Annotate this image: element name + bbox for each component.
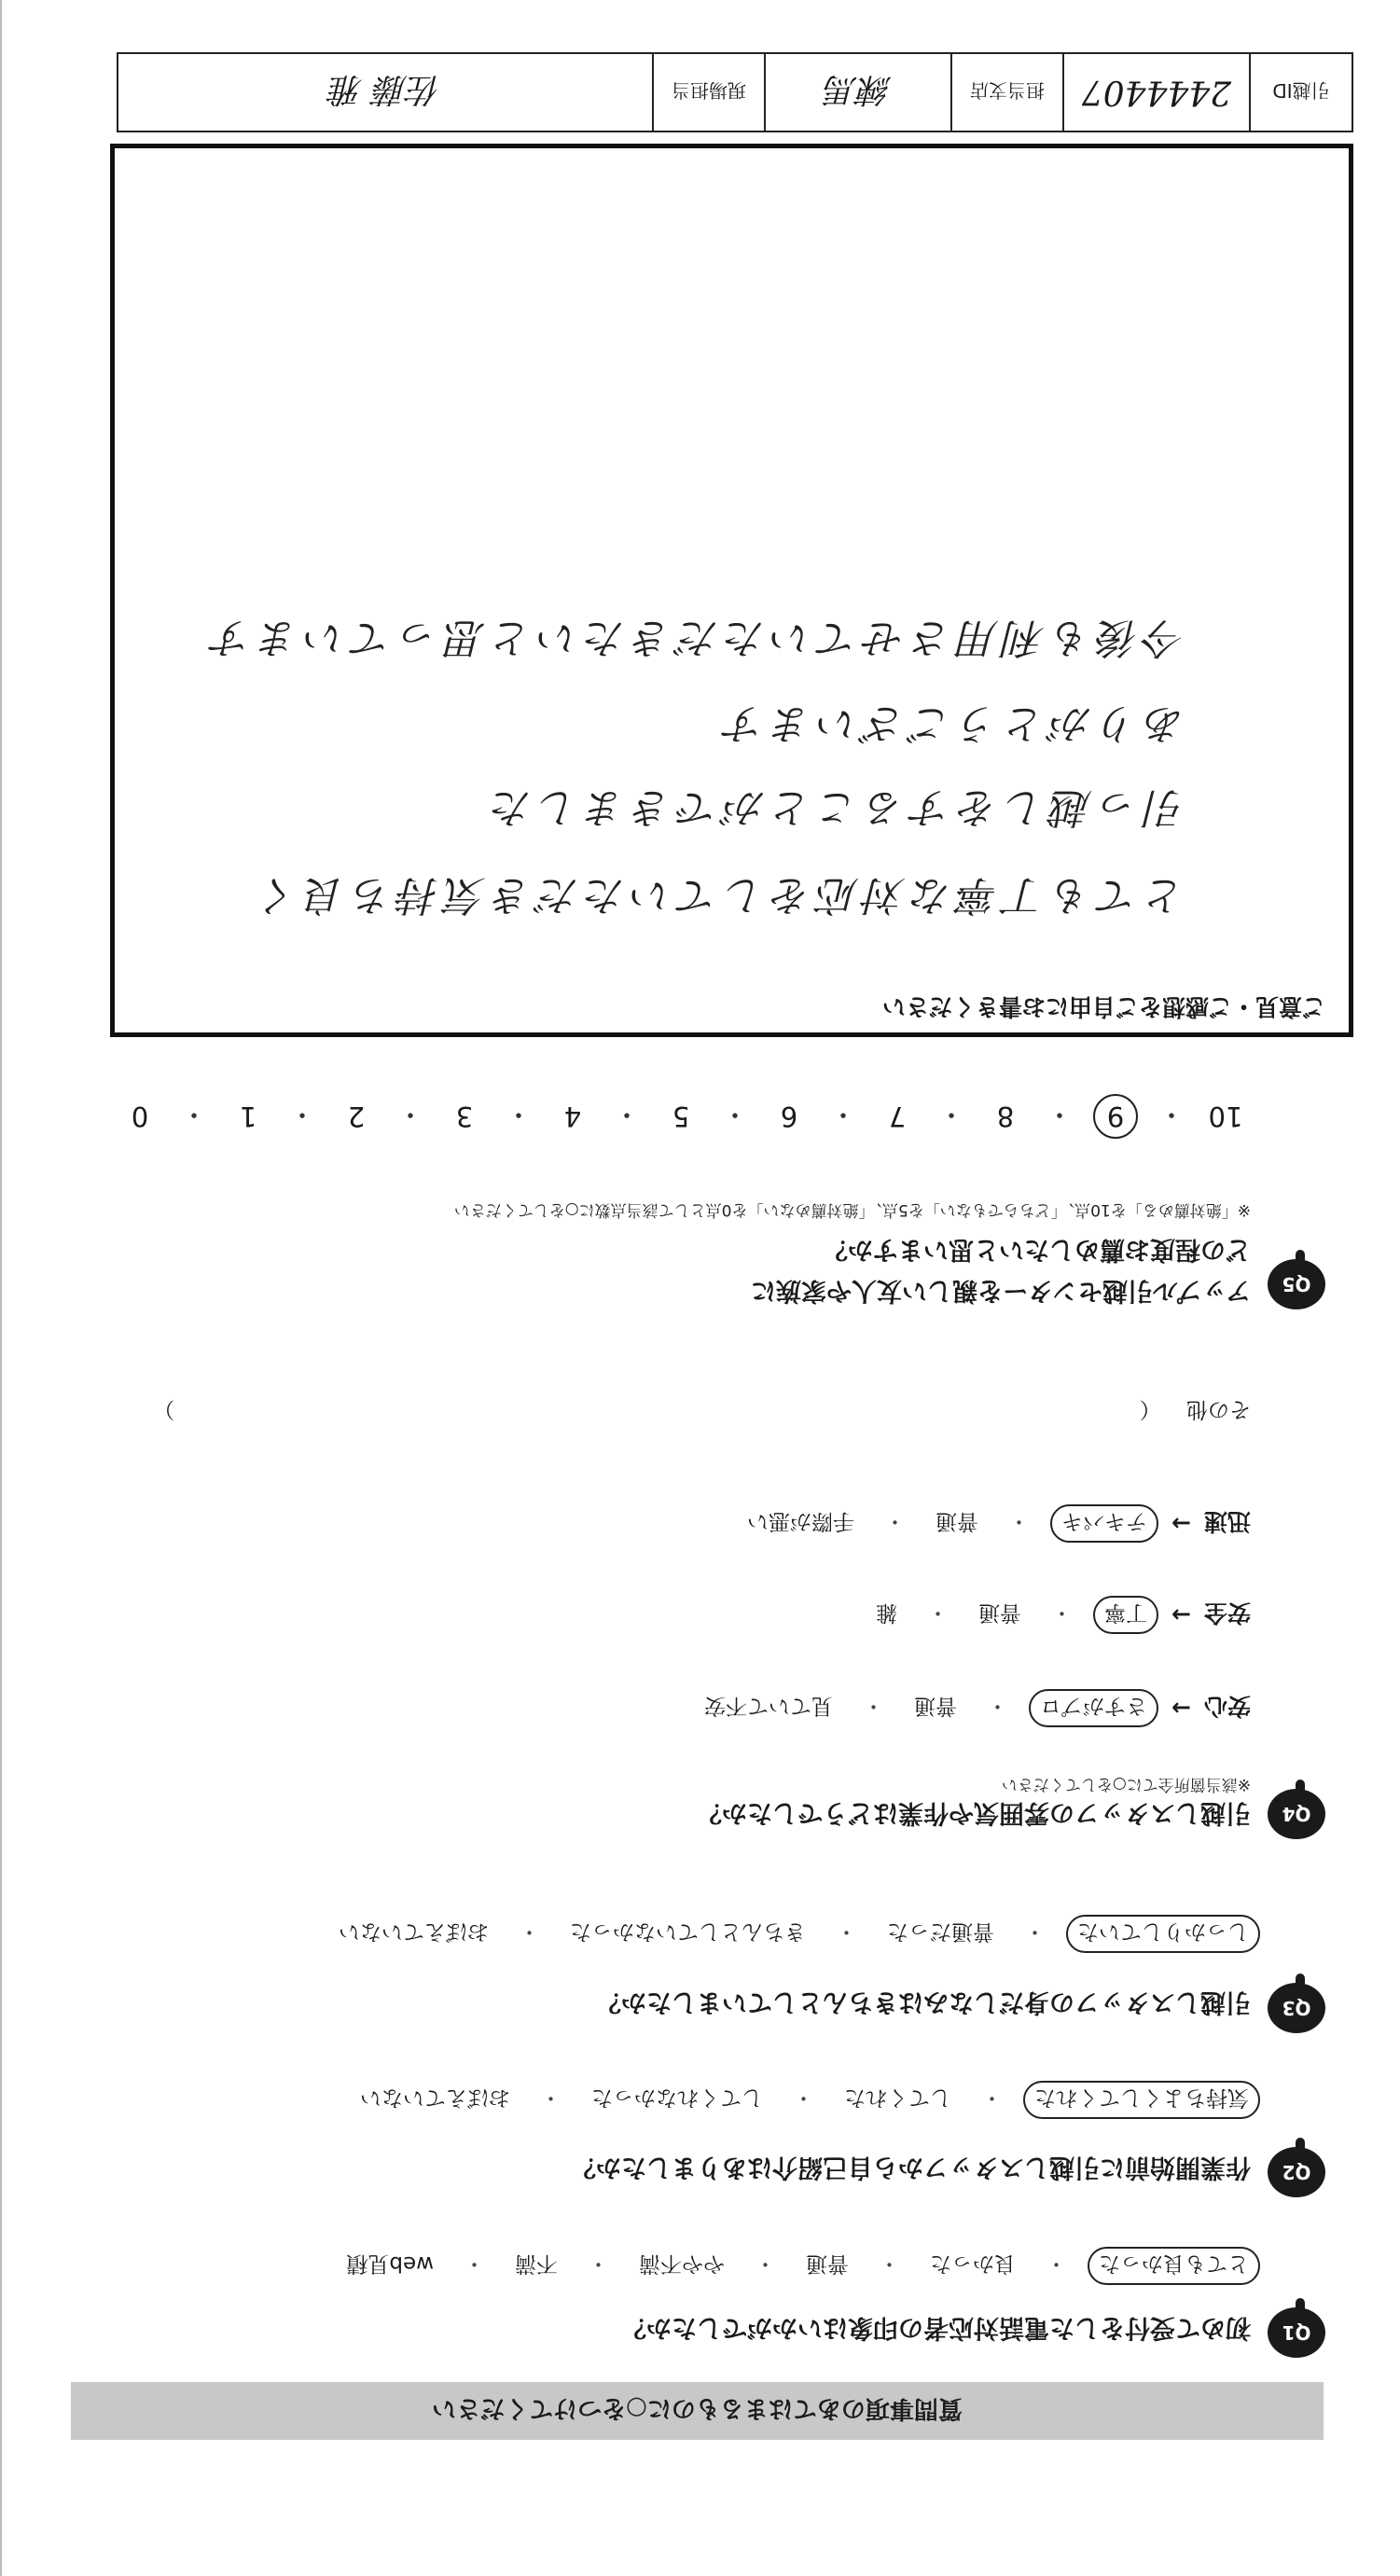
- q1-badge-icon: [1268, 2307, 1325, 2358]
- separator: ・: [836, 1919, 857, 1944]
- q1-option-dissatisfied[interactable]: 不満: [515, 2251, 558, 2276]
- instruction-banner: [71, 2382, 1324, 2440]
- branch-value: 練馬: [764, 54, 950, 131]
- separator: ・: [505, 1099, 533, 1131]
- comment-line-3: ありがとうございます: [719, 699, 1185, 747]
- score-4[interactable]: 4: [563, 1101, 582, 1132]
- arrow-right-icon: →: [1171, 1695, 1191, 1722]
- q2-option-did[interactable]: してくれた: [844, 2085, 951, 2110]
- separator: ・: [588, 2251, 609, 2276]
- leader-value: 佐藤 雅: [329, 70, 441, 109]
- q4-row-anshin: [695, 1689, 1251, 1727]
- q3-option-normal[interactable]: 普通だった: [887, 1919, 994, 1944]
- q1-option-web-estimate[interactable]: web見積: [346, 2251, 434, 2276]
- separator: ・: [1008, 1509, 1031, 1533]
- q4-option-careful[interactable]: 丁寧: [1093, 1596, 1158, 1634]
- comment-title: ご意見・ご感想をご自由にお書きください: [881, 993, 1325, 1020]
- q2-option-pleasant[interactable]: 気持ちよくしてくれた: [1023, 2081, 1260, 2119]
- score-9[interactable]: 9: [1093, 1094, 1138, 1139]
- q1-options: [337, 2247, 1260, 2285]
- separator: ・: [981, 2085, 1003, 2110]
- score-0[interactable]: 0: [131, 1101, 149, 1132]
- separator: ・: [540, 2085, 561, 2110]
- q4-row-jinsoku: [738, 1504, 1251, 1543]
- q4-option-uneasy[interactable]: 見ていて不安: [704, 1694, 834, 1718]
- q5-question-line1: アップル引越センターを親しい友人や家族に: [751, 1276, 1251, 1305]
- q1-option-normal[interactable]: 普通: [806, 2251, 849, 2276]
- arrow-right-icon: →: [1171, 1510, 1191, 1537]
- q2-option-did-not[interactable]: してくれなかった: [591, 2085, 763, 2110]
- score-6[interactable]: 6: [780, 1101, 798, 1132]
- score-8[interactable]: 8: [996, 1101, 1015, 1132]
- q4-other-close-paren: ）: [153, 1397, 175, 1421]
- q4-other-open-paren: （: [1139, 1397, 1161, 1421]
- score-5[interactable]: 5: [672, 1101, 690, 1132]
- separator: ・: [1051, 1600, 1074, 1625]
- q4-row-options: [738, 1504, 1158, 1543]
- q2-options: [351, 2081, 1260, 2119]
- q1-option-very-good[interactable]: とても良かった: [1088, 2247, 1260, 2285]
- comment-line-1: とても丁寧な対応をしていただき気持ち良く: [253, 871, 1185, 919]
- q4-other-label: その他: [1186, 1397, 1251, 1421]
- q4-option-rough[interactable]: 雑: [876, 1600, 898, 1625]
- scan-edge-divider: [0, 0, 2, 2576]
- q4-question: 引越しスタッフの雰囲気や作業はどうでしたか？: [697, 1798, 1251, 1827]
- comment-line-2: 引っ越しをすることができました: [486, 783, 1185, 831]
- q3-option-dont-remember[interactable]: おぼえていない: [339, 1919, 489, 1944]
- separator: ・: [288, 1099, 316, 1131]
- q5-note: ※「絶対薦める」を10点、「どちらでもない」を5点、「絶対薦めない」を0点として該当点数に○をしてください: [453, 1200, 1251, 1219]
- separator: ・: [519, 1919, 540, 1944]
- separator: ・: [927, 1600, 950, 1625]
- separator: ・: [1157, 1099, 1185, 1131]
- q4-option-normal[interactable]: 普通: [914, 1694, 958, 1718]
- q3-question: 引越しスタッフの身だしなみはきちんとしていましたか？: [596, 1987, 1251, 2016]
- score-7[interactable]: 7: [888, 1101, 907, 1132]
- q4-option-brisk[interactable]: テキパキ: [1050, 1504, 1158, 1543]
- q3-badge-label: Q3: [1282, 1997, 1311, 2019]
- q4-row-label: 安心: [1203, 1693, 1251, 1721]
- id-label: 引越ID: [1249, 54, 1351, 131]
- separator: ・: [793, 2085, 814, 2110]
- q2-badge-icon: [1268, 2147, 1325, 2197]
- separator: ・: [613, 1099, 641, 1131]
- q4-row-options: [695, 1689, 1158, 1727]
- q4-other: [85, 1396, 1251, 1427]
- separator: ・: [829, 1099, 857, 1131]
- q5-score-scale: [115, 1094, 1251, 1139]
- comment-line-4: 今後も利用させていただきたいと思っています: [206, 614, 1185, 661]
- separator: ・: [884, 1509, 907, 1533]
- separator: ・: [721, 1099, 749, 1131]
- q5-question-line2: どの程度お薦めしたいと思いますか？: [823, 1235, 1251, 1264]
- score-10[interactable]: 10: [1208, 1101, 1243, 1132]
- q4-option-normal[interactable]: 普通: [936, 1509, 979, 1533]
- score-3[interactable]: 3: [455, 1101, 474, 1132]
- q5-badge-icon: [1268, 1259, 1325, 1309]
- score-1[interactable]: 1: [239, 1101, 257, 1132]
- q5-badge-label: Q5: [1282, 1273, 1311, 1295]
- q4-note: ※該当箇所全てに○をしてください: [1001, 1775, 1251, 1794]
- separator: ・: [1046, 2251, 1067, 2276]
- arrow-right-icon: →: [1171, 1601, 1191, 1628]
- instruction-text: 質問事項のあてはまるものに○をつけてください: [432, 2394, 963, 2423]
- q3-option-neat[interactable]: しっかりしていた: [1066, 1915, 1260, 1953]
- q1-question: 初めて受付をした電話対応者の印象はいかがでしたか？: [621, 2313, 1251, 2342]
- q2-question: 作業開始前に引越しスタッフから自己紹介はありましたか？: [571, 2153, 1251, 2181]
- separator: ・: [1046, 1099, 1074, 1131]
- q4-option-clumsy[interactable]: 手際が悪い: [747, 1509, 855, 1533]
- separator: ・: [755, 2251, 776, 2276]
- branch-label: 担当支店: [950, 54, 1062, 131]
- q1-option-good[interactable]: 良かった: [930, 2251, 1016, 2276]
- q3-badge-icon: [1268, 1983, 1325, 2033]
- separator: ・: [464, 2251, 485, 2276]
- separator: ・: [1024, 1919, 1046, 1944]
- q4-row-anzen: [866, 1596, 1251, 1634]
- footer-info-table: [117, 52, 1353, 132]
- q4-row-label: 迅速: [1203, 1508, 1251, 1536]
- q2-option-dont-remember[interactable]: おぼえていない: [360, 2085, 510, 2110]
- q4-option-pro[interactable]: さすがプロ: [1029, 1689, 1158, 1727]
- q4-row-label: 安全: [1203, 1600, 1251, 1627]
- q3-options: [329, 1915, 1260, 1953]
- separator: ・: [180, 1099, 208, 1131]
- q2-badge-label: Q2: [1282, 2161, 1311, 2183]
- id-value: 2444407: [1062, 54, 1249, 131]
- q1-option-somewhat-dissatisfied[interactable]: やや不満: [639, 2251, 725, 2276]
- q4-row-options: [866, 1596, 1158, 1634]
- q3-option-not-neat[interactable]: きちんとしていなかった: [570, 1919, 806, 1944]
- separator: ・: [863, 1694, 885, 1718]
- q1-badge-label: Q1: [1282, 2321, 1311, 2344]
- q4-option-normal[interactable]: 普通: [978, 1600, 1022, 1625]
- separator: ・: [879, 2251, 900, 2276]
- score-2[interactable]: 2: [347, 1101, 366, 1132]
- separator: ・: [987, 1694, 1009, 1718]
- q4-badge-icon: [1268, 1789, 1325, 1839]
- leader-label: 現場担当: [652, 54, 764, 131]
- separator: ・: [396, 1099, 424, 1131]
- q4-badge-label: Q4: [1282, 1803, 1311, 1825]
- separator: ・: [937, 1099, 965, 1131]
